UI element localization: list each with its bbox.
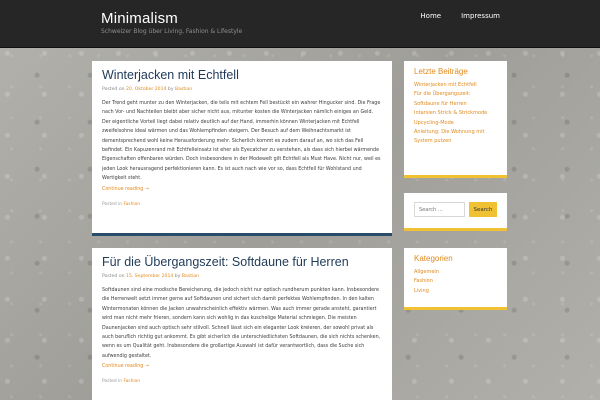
post-card (92, 248, 392, 400)
post-meta-by: by (173, 274, 182, 279)
recent-post-link[interactable]: Für die Übergangszeit: Softdaune für Herren (414, 91, 471, 107)
post-meta-by: by (166, 87, 175, 92)
post-card (92, 61, 392, 236)
recent-post-link[interactable]: Winterjacken mit Echtfell (414, 82, 477, 88)
post-title[interactable]: Für die Übergangszeit: Softdaune für Herren (102, 255, 349, 269)
post-excerpt: Der Trend geht munter zu den Winterjacken, die teils mit echtem Fell bestückt ein wahrer Hingucker sind. Die Frage nach Vor- und Nachteilen bleibt aber sicher nicht aus, mitunter kosten die Winterjacken nämlich einiges an Geld. Der eigentliche Vorteil liegt dabei relativ deutlich auf der Hand, immerhin können Winterjacken mit Echtfell zweifelsohne ideal wärmen und das Wohlempfinden steigern. Der Besuch auf dem Weihnachtsmarkt ist dementsprechend wohl keine Herausforderung mehr. Sicherlich kommt es zudem darauf an, wo sich das Fell befindet. Ein Kapuzenrand mit Echtfelleinsatz ist eher als Eyecatcher zu verstehen, als dass sich hierbei wärmende Eigenschaften offenbaren würden. Doch insbesondere in der Modewelt gilt Echtfell als Must Have. Nicht nur, weil es jeden Look herausragend perfektionieren kann. Es ist auch nach wie vor so, dass Echtfell für Wohlstand und Wertigkeit steht. (102, 101, 381, 182)
post-meta (102, 274, 382, 279)
site-header (0, 0, 600, 48)
category-link[interactable]: Living (414, 287, 429, 294)
post-meta-prefix: Posted on (102, 274, 126, 279)
post-excerpt: Softdaunen sind eine modische Bereicherung, die jedoch nicht nur optisch rundherum punkten kann. Insbesondere die Herrenwelt setzt immer gerne auf Softdaunen und sichert sich damit perfektes Wohlempfinden. In den kalten Wintermonaten können die Jacken unwahrscheinlich effektiv wärmen. Was auch immer gerade ansteht, garantiert wird man nicht mehr frieren, sondern kann sich wohlig in das kuschelige Material schmiegen. Die meisten Daunenjacken sind auch optisch sehr stilvoll. Schnell lässt sich ein eleganter Look kreieren, der sowohl privat als auch beruflich richtig gut ankommt. Es gibt sicherlich die unterschiedlichsten Softdaunen, die sich nichts schenken, wenn es um Qualität geht. Insbesondere die großartige Auswahl ist dafür verantwortlich, dass die Suche sich aufwendig gestaltet. (102, 288, 381, 359)
category-link[interactable]: Fashion (414, 278, 433, 285)
main-nav (420, 12, 500, 20)
post-author-link[interactable]: Bastian (175, 87, 193, 92)
recent-post-link[interactable]: Intarsien Strick & Strickmode (414, 110, 488, 117)
post-title[interactable]: Winterjacken mit Echtfell (102, 68, 239, 82)
read-more-link[interactable]: Continue reading → (102, 186, 149, 192)
site-description: Schweizer Blog über Living, Fashion & Lifestyle (101, 28, 243, 35)
post-category-link[interactable]: Fashion (123, 379, 141, 385)
widget-title: Letzte Beiträge (414, 67, 468, 76)
post-meta-prefix: Posted on (102, 87, 126, 92)
site-title[interactable]: Minimalism (101, 10, 178, 27)
post-category-prefix: Posted in (102, 379, 124, 385)
search-button[interactable]: Search (469, 202, 497, 217)
search-widget (404, 193, 507, 231)
post-date-link[interactable]: 15. September 2014 (126, 274, 174, 279)
post-category-link[interactable]: Fashion (123, 201, 141, 207)
recent-post-link[interactable]: Upcycling-Mode (414, 119, 454, 126)
post-meta (102, 87, 382, 92)
recent-post-link[interactable]: Anleitung: Die Wohnung mit System putzen (414, 129, 485, 145)
search-form (414, 202, 497, 217)
post-category (102, 202, 382, 207)
category-link[interactable]: Allgemein (414, 269, 439, 275)
post-date-link[interactable]: 20. Oktober 2014 (126, 87, 167, 92)
read-more-link[interactable]: Continue reading → (102, 364, 149, 370)
post-category (102, 379, 382, 384)
post-author-link[interactable]: Bastian (181, 274, 200, 279)
categories-widget (404, 248, 507, 310)
search-input[interactable] (414, 202, 465, 217)
post-category-prefix: Posted in (102, 201, 124, 207)
nav-item-home[interactable]: Home (420, 12, 442, 20)
recent-posts-widget (404, 61, 507, 178)
widget-title: Kategorien (414, 254, 453, 263)
nav-item-impressum[interactable]: Impressum (461, 12, 500, 20)
